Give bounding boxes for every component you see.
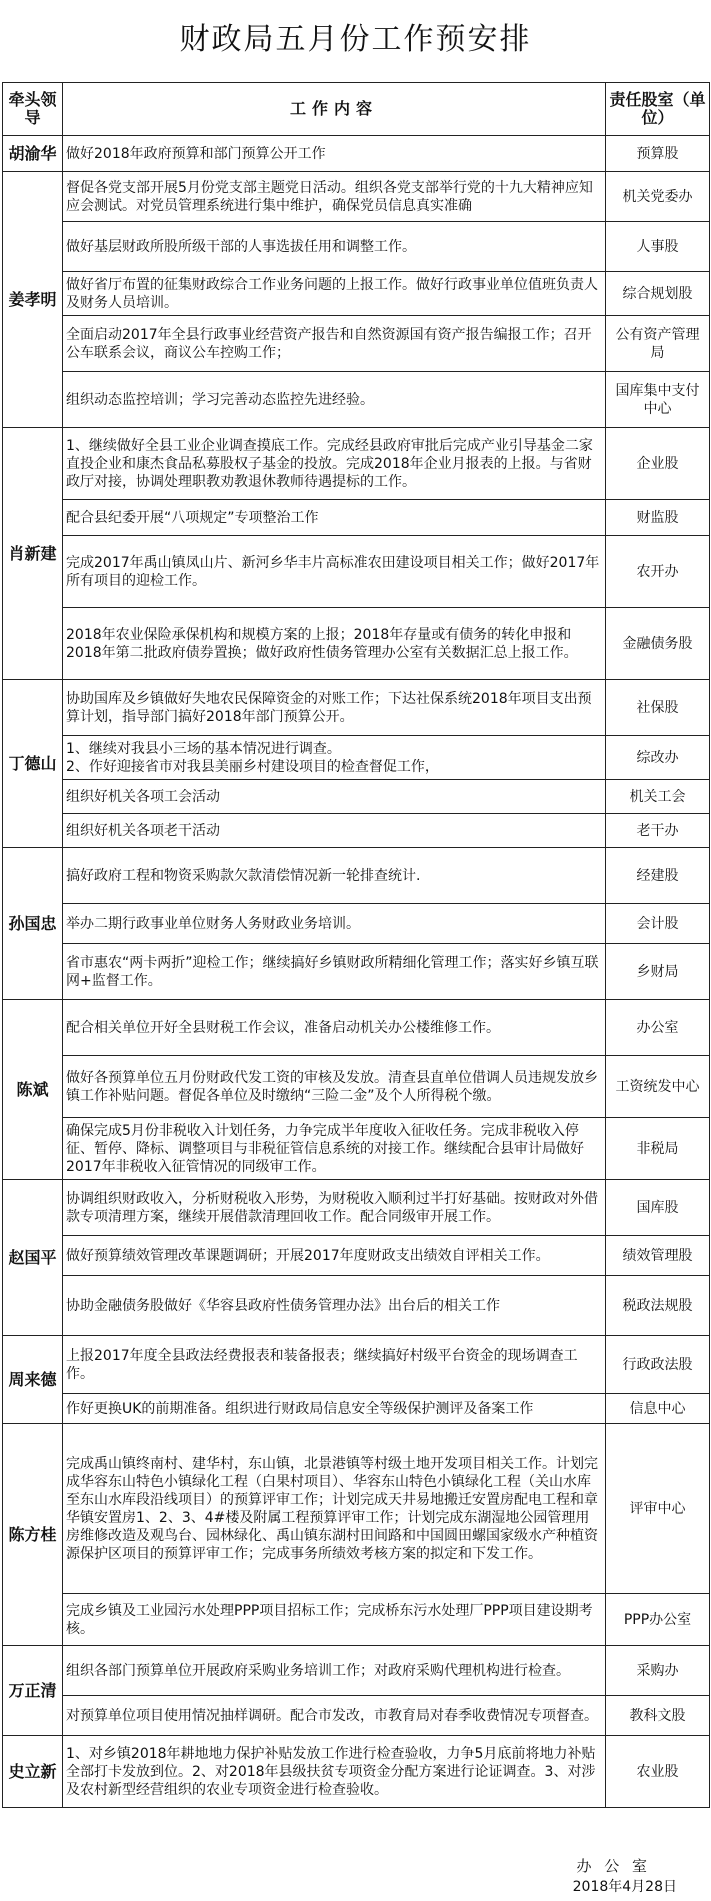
table-row — [3, 1056, 710, 1118]
header-task: 工作内容 — [63, 83, 606, 136]
dept-cell: 绩效管理股 — [606, 1236, 710, 1276]
leader-cell: 史立新 — [3, 1736, 63, 1808]
task-cell: 配合相关单位开好全县财税工作会议，准备启动机关办公楼维修工作。 — [63, 1000, 606, 1056]
leader-cell: 陈斌 — [3, 1000, 63, 1180]
dept-cell: 综改办 — [606, 736, 710, 780]
dept-cell: 税政法规股 — [606, 1276, 710, 1336]
table-row — [3, 1594, 710, 1646]
table-row — [3, 680, 710, 736]
task-cell: 完成2017年禹山镇凤山片、新河乡华丰片高标准农田建设项目相关工作；做好2017年所有项目的迎检工作。 — [63, 536, 606, 608]
header-leader: 牵头领导 — [3, 83, 63, 136]
task-cell: 全面启动2017年全县行政事业经营资产报告和自然资源国有资产报告编报工作；召开公车联系会议，商议公车控购工作； — [63, 316, 606, 372]
page-title: 财政局五月份工作预安排 — [179, 22, 532, 57]
table-body — [3, 136, 710, 1808]
table-row — [3, 1394, 710, 1424]
table-row — [3, 500, 710, 536]
table-row — [3, 1646, 710, 1696]
dept-cell: 会计股 — [606, 904, 710, 944]
dept-cell: 采购办 — [606, 1646, 710, 1696]
dept-cell: 综合规划股 — [606, 272, 710, 316]
dept-cell: 农业股 — [606, 1736, 710, 1808]
dept-cell: 金融债务股 — [606, 608, 710, 680]
task-cell: 做好预算绩效管理改革课题调研；开展2017年度财政支出绩效自评相关工作。 — [63, 1236, 606, 1276]
dept-cell: 行政政法股 — [606, 1336, 710, 1394]
dept-cell: 国库集中支付中心 — [606, 372, 710, 428]
task-cell: 督促各党支部开展5月份党支部主题党日活动。组织各党支部举行党的十九大精神应知应会测试。对党员管理系统进行集中维护，确保党员信息真实准确 — [63, 172, 606, 222]
table-row — [3, 1336, 710, 1394]
dept-cell: 工资统发中心 — [606, 1056, 710, 1118]
table-row — [3, 136, 710, 172]
task-cell: 省市惠农“两卡两折”迎检工作；继续搞好乡镇财政所精细化管理工作；落实好乡镇互联网+监督工作。 — [63, 944, 606, 1000]
dept-cell: 农开办 — [606, 536, 710, 608]
table-row — [3, 272, 710, 316]
task-cell: 做好省厅布置的征集财政综合工作业务问题的上报工作。做好行政事业单位值班负责人及财务人员培训。 — [63, 272, 606, 316]
table-row — [3, 316, 710, 372]
dept-cell: 非税局 — [606, 1118, 710, 1180]
table-row — [3, 372, 710, 428]
task-cell: 搞好政府工程和物资采购款欠款清偿情况新一轮排查统计. — [63, 848, 606, 904]
dept-cell: 财监股 — [606, 500, 710, 536]
dept-cell: 社保股 — [606, 680, 710, 736]
dept-cell: 办公室 — [606, 1000, 710, 1056]
header-row — [3, 83, 710, 136]
table-row — [3, 428, 710, 500]
dept-cell: 国库股 — [606, 1180, 710, 1236]
dept-cell: 机关工会 — [606, 780, 710, 814]
task-cell: 协助金融债务股做好《华容县政府性债务管理办法》出台后的相关工作 — [63, 1276, 606, 1336]
table-row — [3, 1236, 710, 1276]
leader-cell: 赵国平 — [3, 1180, 63, 1336]
leader-cell: 胡渝华 — [3, 136, 63, 172]
table-row — [3, 1000, 710, 1056]
leader-cell: 姜孝明 — [3, 172, 63, 428]
table-row — [3, 536, 710, 608]
leader-cell: 肖新建 — [3, 428, 63, 680]
dept-cell: PPP办公室 — [606, 1594, 710, 1646]
footer-date: 2018年4月28日 — [572, 1879, 677, 1895]
dept-cell: 教科文股 — [606, 1696, 710, 1736]
task-cell: 完成乡镇及工业园污水处理PPP项目招标工作；完成桥东污水处理厂PPP项目建设期考核。 — [63, 1594, 606, 1646]
task-cell: 组织好机关各项工会活动 — [63, 780, 606, 814]
dept-cell: 企业股 — [606, 428, 710, 500]
table-row — [3, 1118, 710, 1180]
leader-cell: 陈方桂 — [3, 1424, 63, 1646]
dept-cell: 乡财局 — [606, 944, 710, 1000]
leader-cell: 丁德山 — [3, 680, 63, 848]
dept-cell: 机关党委办 — [606, 172, 710, 222]
dept-cell: 经建股 — [606, 848, 710, 904]
dept-cell: 评审中心 — [606, 1424, 710, 1594]
table-row — [3, 848, 710, 904]
task-cell: 做好基层财政所股所级干部的人事选拔任用和调整工作。 — [63, 222, 606, 272]
dept-cell: 公有资产管理局 — [606, 316, 710, 372]
table-row — [3, 1736, 710, 1808]
table-row — [3, 1424, 710, 1594]
table-row — [3, 172, 710, 222]
table-row — [3, 1180, 710, 1236]
dept-cell: 信息中心 — [606, 1394, 710, 1424]
table-row — [3, 222, 710, 272]
table-row — [3, 608, 710, 680]
work-plan-table — [2, 82, 710, 1808]
task-cell: 组织好机关各项老干活动 — [63, 814, 606, 848]
task-cell: 1、继续对我县小三场的基本情况进行调查。 2、作好迎接省市对我县美丽乡村建设项目的检查督促工作， — [63, 736, 606, 780]
task-cell: 组织各部门预算单位开展政府采购业务培训工作；对政府采购代理机构进行检查。 — [63, 1646, 606, 1696]
table-row — [3, 736, 710, 780]
dept-cell: 老干办 — [606, 814, 710, 848]
table-row — [3, 1276, 710, 1336]
dept-cell: 预算股 — [606, 136, 710, 172]
task-cell: 配合县纪委开展“八项规定”专项整治工作 — [63, 500, 606, 536]
task-cell: 协调组织财政收入，分析财税收入形势，为财税收入顺利过半打好基础。按财政对外借款专项清理方案，继续开展借款清理回收工作。配合同级审开展工作。 — [63, 1180, 606, 1236]
task-cell: 1、对乡镇2018年耕地地力保护补贴发放工作进行检查验收，力争5月底前将地力补贴全部打卡发放到位。2、对2018年县级扶贫专项资金分配方案进行论证调查。3、对涉及农村新型经营组织的农业专项资金进行检查验收。 — [63, 1736, 606, 1808]
task-cell: 1、继续做好全县工业企业调查摸底工作。完成经县政府审批后完成产业引导基金二家直投企业和康杰食品私募股权子基金的投放。完成2018年企业月报表的上报。与省财政厅对接，协调处理职教劝教退休教师待遇提标的工作。 — [63, 428, 606, 500]
task-cell: 对预算单位项目使用情况抽样调研。配合市发改，市教育局对春季收费情况专项督查。 — [63, 1696, 606, 1736]
table-row — [3, 780, 710, 814]
task-cell: 确保完成5月份非税收入计划任务，力争完成半年度收入征收任务。完成非税收入停征、暂停、降标、调整项目与非税征管信息系统的对接工作。继续配合县审计局做好2017年非税收入征管情况的同级审工作。 — [63, 1118, 606, 1180]
dept-cell: 人事股 — [606, 222, 710, 272]
table-row — [3, 944, 710, 1000]
task-cell: 做好各预算单位五月份财政代发工资的审核及发放。清查县直单位借调人员违规发放乡镇工作补贴问题。督促各单位及时缴纳“三险二金”及个人所得税个缴。 — [63, 1056, 606, 1118]
task-cell: 完成禹山镇终南村、建华村，东山镇，北景港镇等村级土地开发项目相关工作。计划完成华容东山特色小镇绿化工程（白果村项目）、华容东山特色小镇绿化工程（关山水库至东山水库段沿线项目）的预算评审工作；计划完成天井易地搬迁安置房配电工程和章华镇安置房1、2、3、4#楼及附属工程预算评审工作；计划完成东湖湿地公园管理用房维修改造及观鸟台、园林绿化、禹山镇东湖村田间路和中国圆田螺国家级水产种植资源保护区项目的预算评审工作；完成事务所绩效考核方案的拟定和下发工作。 — [63, 1424, 606, 1594]
leader-cell: 万正清 — [3, 1646, 63, 1736]
task-cell: 协助国库及乡镇做好失地农民保障资金的对账工作；下达社保系统2018年项目支出预算计划，指导部门搞好2018年部门预算公开。 — [63, 680, 606, 736]
table-row — [3, 814, 710, 848]
footer-office: 办 公 室 — [576, 1857, 651, 1875]
table-row — [3, 1696, 710, 1736]
task-cell: 2018年农业保险承保机构和规模方案的上报；2018年存量或有债务的转化申报和2018年第二批政府债券置换；做好政府性债务管理办公室有关数据汇总上报工作。 — [63, 608, 606, 680]
table-row — [3, 904, 710, 944]
task-cell: 做好2018年政府预算和部门预算公开工作 — [63, 136, 606, 172]
leader-cell: 周来德 — [3, 1336, 63, 1424]
task-cell: 组织动态监控培训；学习完善动态监控先进经验。 — [63, 372, 606, 428]
task-cell: 上报2017年度全县政法经费报表和装备报表；继续搞好村级平台资金的现场调查工作。 — [63, 1336, 606, 1394]
leader-cell: 孙国忠 — [3, 848, 63, 1000]
task-cell: 举办二期行政事业单位财务人务财政业务培训。 — [63, 904, 606, 944]
header-dept: 责任股室（单位） — [606, 83, 710, 136]
task-cell: 作好更换UK的前期准备。组织进行财政局信息安全等级保护测评及备案工作 — [63, 1394, 606, 1424]
